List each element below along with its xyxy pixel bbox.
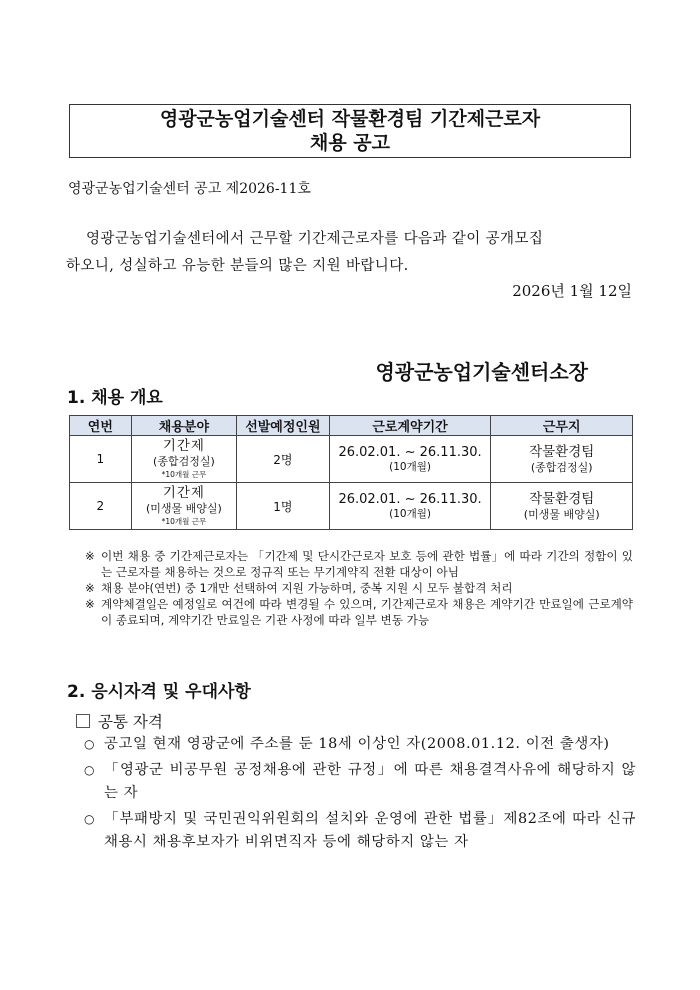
period-note: (10개월) — [389, 460, 431, 473]
notice-number: 영광군농업기술센터 공고 제2026-11호 — [68, 181, 311, 197]
title-line-1: 영광군농업기술센터 작물환경팀 기간제근로자 — [159, 108, 541, 130]
col-header-count: 선발예정인원 — [237, 416, 330, 436]
note-text: 계약체결일은 예정일로 여건에 따라 변경될 수 있으며, 기간제근로자 채용은 계약기간 만료일에 근로계약이 종료되며, 계약기간 만료일은 기관 사정에 따라 일부 변동 가능 — [101, 597, 633, 627]
col-header-no: 연번 — [70, 416, 132, 436]
place-main: 작물환경팀 — [529, 490, 595, 507]
intro-line-2: 하오니, 성실하고 유능한 분들의 많은 지원 바랍니다. — [66, 258, 409, 274]
table-row — [70, 436, 633, 483]
qualification-item — [84, 808, 636, 854]
cell-period — [329, 436, 491, 483]
cell-count: 1명 — [237, 483, 330, 530]
circle-bullet-icon: ○ — [84, 737, 95, 751]
intro-line-1: 영광군농업기술센터에서 근무할 기간제근로자를 다음과 같이 공개모집 — [86, 231, 544, 247]
col-header-place: 근무지 — [491, 416, 633, 436]
cell-place — [491, 483, 633, 530]
square-bullet-icon — [76, 714, 90, 728]
cell-period — [329, 483, 491, 530]
note-text: 이번 채용 중 기간제근로자는 「기간제 및 단시간근로자 보호 등에 관한 법률」에 따라 기간의 정함이 있는 근로자를 채용하는 것으로 정규직 또는 무기계약직 전환 대상이 아님 — [101, 549, 633, 579]
cell-no: 2 — [70, 483, 132, 530]
recruitment-overview-table — [69, 415, 633, 530]
announcement-date: 2026년 1월 12일 — [512, 282, 632, 300]
table-row — [70, 483, 633, 530]
period-note: (10개월) — [389, 507, 431, 520]
col-header-period: 근로계약기간 — [329, 416, 491, 436]
reference-mark-icon: ※ — [85, 581, 95, 595]
period-range: 26.02.01. ~ 26.11.30. — [338, 491, 482, 507]
period-range: 26.02.01. ~ 26.11.30. — [338, 444, 482, 460]
cell-place — [491, 436, 633, 483]
field-main: 기간제 — [162, 484, 205, 501]
qualification-text: 공고일 현재 영광군에 주소를 둔 18세 이상인 자(2008.01.12. 이전 출생자) — [104, 736, 610, 752]
section-2-title: 2. 응시자격 및 우대사항 — [67, 682, 251, 702]
place-sub: (미생물 배양실) — [523, 507, 600, 521]
title-line-2: 채용 공고 — [309, 132, 391, 154]
cell-field — [131, 483, 236, 530]
field-sub: (미생물 배양실) — [145, 501, 222, 515]
qualification-item — [84, 733, 636, 756]
col-header-field: 채용분야 — [131, 416, 236, 436]
note-item — [85, 580, 633, 596]
table-header-row — [70, 416, 633, 436]
announcement-title-box — [69, 104, 631, 158]
note-item — [85, 548, 633, 580]
section-1-title: 1. 채용 개요 — [67, 388, 163, 408]
cell-no: 1 — [70, 436, 132, 483]
qualification-list — [84, 733, 636, 857]
common-qualification-heading — [76, 710, 163, 732]
field-note: *10개월 근무 — [161, 516, 207, 526]
subhead-label: 공통 자격 — [98, 713, 163, 731]
place-sub: (종합검정실) — [530, 460, 593, 474]
reference-mark-icon: ※ — [85, 549, 95, 563]
field-note: *10개월 근무 — [161, 469, 207, 479]
reference-mark-icon: ※ — [85, 597, 95, 611]
qualification-text: 「부패방지 및 국민권익위원회의 설치와 운영에 관한 법률」제82조에 따라 신규 채용시 채용후보자가 비위면직자 등에 해당하지 않는 자 — [104, 811, 636, 850]
intro-paragraph — [66, 226, 632, 280]
note-text: 채용 분야(연번) 중 1개만 선택하여 지원 가능하며, 중복 지원 시 모두 불합격 처리 — [101, 581, 513, 595]
field-sub: (종합검정실) — [153, 454, 215, 468]
qualification-item — [84, 759, 636, 805]
cell-field — [131, 436, 236, 483]
signer: 영광군농업기술센터소장 — [375, 360, 588, 384]
circle-bullet-icon: ○ — [84, 812, 95, 826]
cell-count: 2명 — [237, 436, 330, 483]
qualification-text: 「영광군 비공무원 공정채용에 관한 규정」에 따른 채용결격사유에 해당하지 않는 자 — [104, 762, 636, 801]
place-main: 작물환경팀 — [529, 443, 595, 460]
circle-bullet-icon: ○ — [84, 763, 95, 777]
note-item — [85, 596, 633, 628]
notes-list — [85, 548, 633, 628]
field-main: 기간제 — [162, 437, 205, 454]
